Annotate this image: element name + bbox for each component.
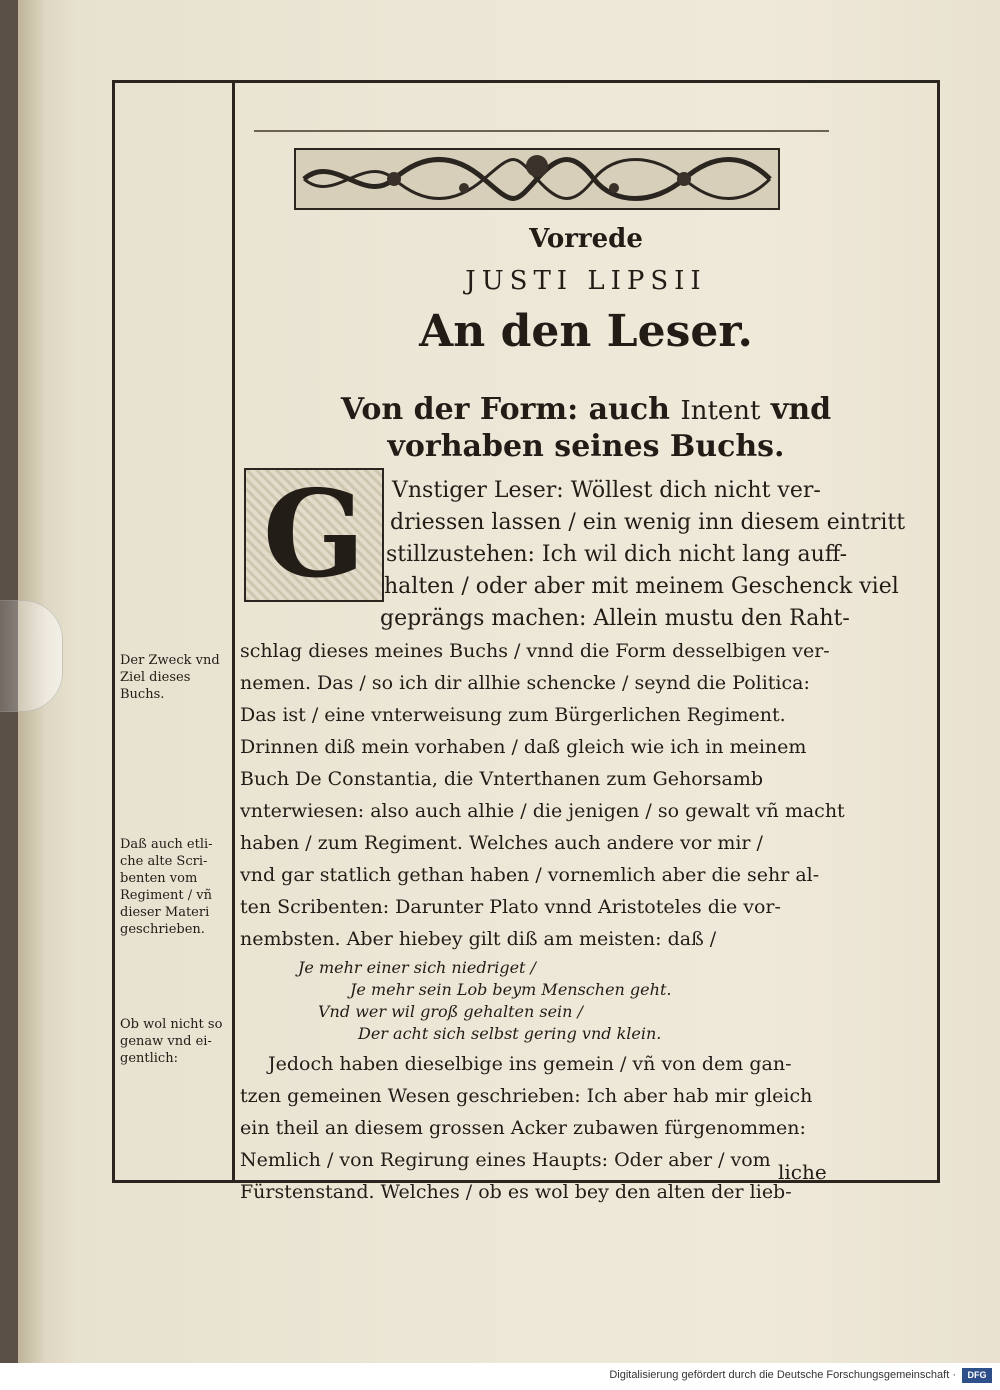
verse-line: Je mehr einer sich niedriget / [298,958,536,977]
verse-line: Der acht sich selbst gering vnd klein. [358,1024,662,1043]
header-rule [254,130,829,132]
heading-author: JUSTI LIPSII [465,266,707,296]
subheading-part-c: vnd [760,392,832,427]
subheading [236,392,936,465]
margin-note: Ob wol nicht so genaw vnd ei-gentlich: [120,1017,223,1066]
body-line: ein theil an diesem grossen Acker zubawen fürgenommen: [240,1117,806,1139]
body-line: schlag dieses meines Buchs / vnnd die Form desselbigen ver- [240,640,830,662]
body-line: Drinnen diß mein vorhaben / daß gleich wie ich in meinem [240,736,807,758]
initial-letter: G [262,464,366,605]
body-line: ten Scribenten: Darunter Plato vnnd Aristoteles die vor- [240,896,781,918]
body-line: nembsten. Aber hiebey gilt diß am meisten: daß / [240,928,717,950]
body-line: haben / zum Regiment. Welches auch andere vor mir / [240,832,763,854]
footer-bar [0,1363,1000,1390]
body-line: Vnstiger Leser: Wöllest dich nicht ver- [392,478,821,503]
plastic-clip [0,600,63,712]
body-line: tzen gemeinen Wesen geschrieben: Ich aber hab mir gleich [240,1085,813,1107]
body-line: halten / oder aber mit meinem Geschenck viel [384,574,899,599]
verse-line: Vnd wer wil groß gehalten sein / [318,1002,583,1021]
margin-divider [232,80,235,1183]
heading-vorrede: Vorrede [529,224,643,254]
body-line: Fürstenstand. Welches / ob es wol bey den alten der lieb- [240,1181,792,1203]
body-line: Buch De Constantia, die Vnterthanen zum Gehorsamb [240,768,764,790]
body-line: vnterwiesen: also auch alhie / die jenigen / so gewalt vñ macht [240,800,845,822]
body-line: nemen. Das / so ich dir allhie schencke / seynd die Politica: [240,672,810,694]
margin-note: Der Zweck vnd Ziel dieses Buchs. [120,653,220,702]
heading-an-den-leser: An den Leser. [419,306,753,357]
ornament-headpiece-icon [294,148,780,210]
body-line: driessen lassen / ein wenig inn diesem eintritt [390,510,906,535]
footer-text: Digitalisierung gefördert durch die Deutsche Forschungsgemeinschaft · [609,1369,956,1381]
margin-note: Daß auch etli-che alte Scri-benten vom Regiment / vñ dieser Materi geschrieben. [120,837,213,937]
body-line: Jedoch haben dieselbige ins gemein / vñ von dem gan- [268,1053,792,1075]
catchword: liche [778,1160,827,1184]
body-line: Nemlich / von Regirung eines Haupts: Oder aber / vom [240,1149,771,1171]
decorated-initial [244,464,384,605]
verse-line: Je mehr sein Lob beym Menschen geht. [350,980,672,999]
subheading-part-a: Von der Form: auch [340,392,681,427]
body-line: geprängs machen: Allein mustu den Raht- [380,606,850,631]
subheading-line-2: vorhaben seines Buchs. [387,429,785,464]
body-line: stillzustehen: Ich wil dich nicht lang auff- [386,542,848,567]
body-line: Das ist / eine vnterweisung zum Bürgerlichen Regiment. [240,704,786,726]
dfg-logo-icon: DFG [962,1368,992,1383]
subheading-part-b: Intent [680,396,761,426]
body-line: vnd gar statlich gethan haben / vornemlich aber die sehr al- [240,864,820,886]
